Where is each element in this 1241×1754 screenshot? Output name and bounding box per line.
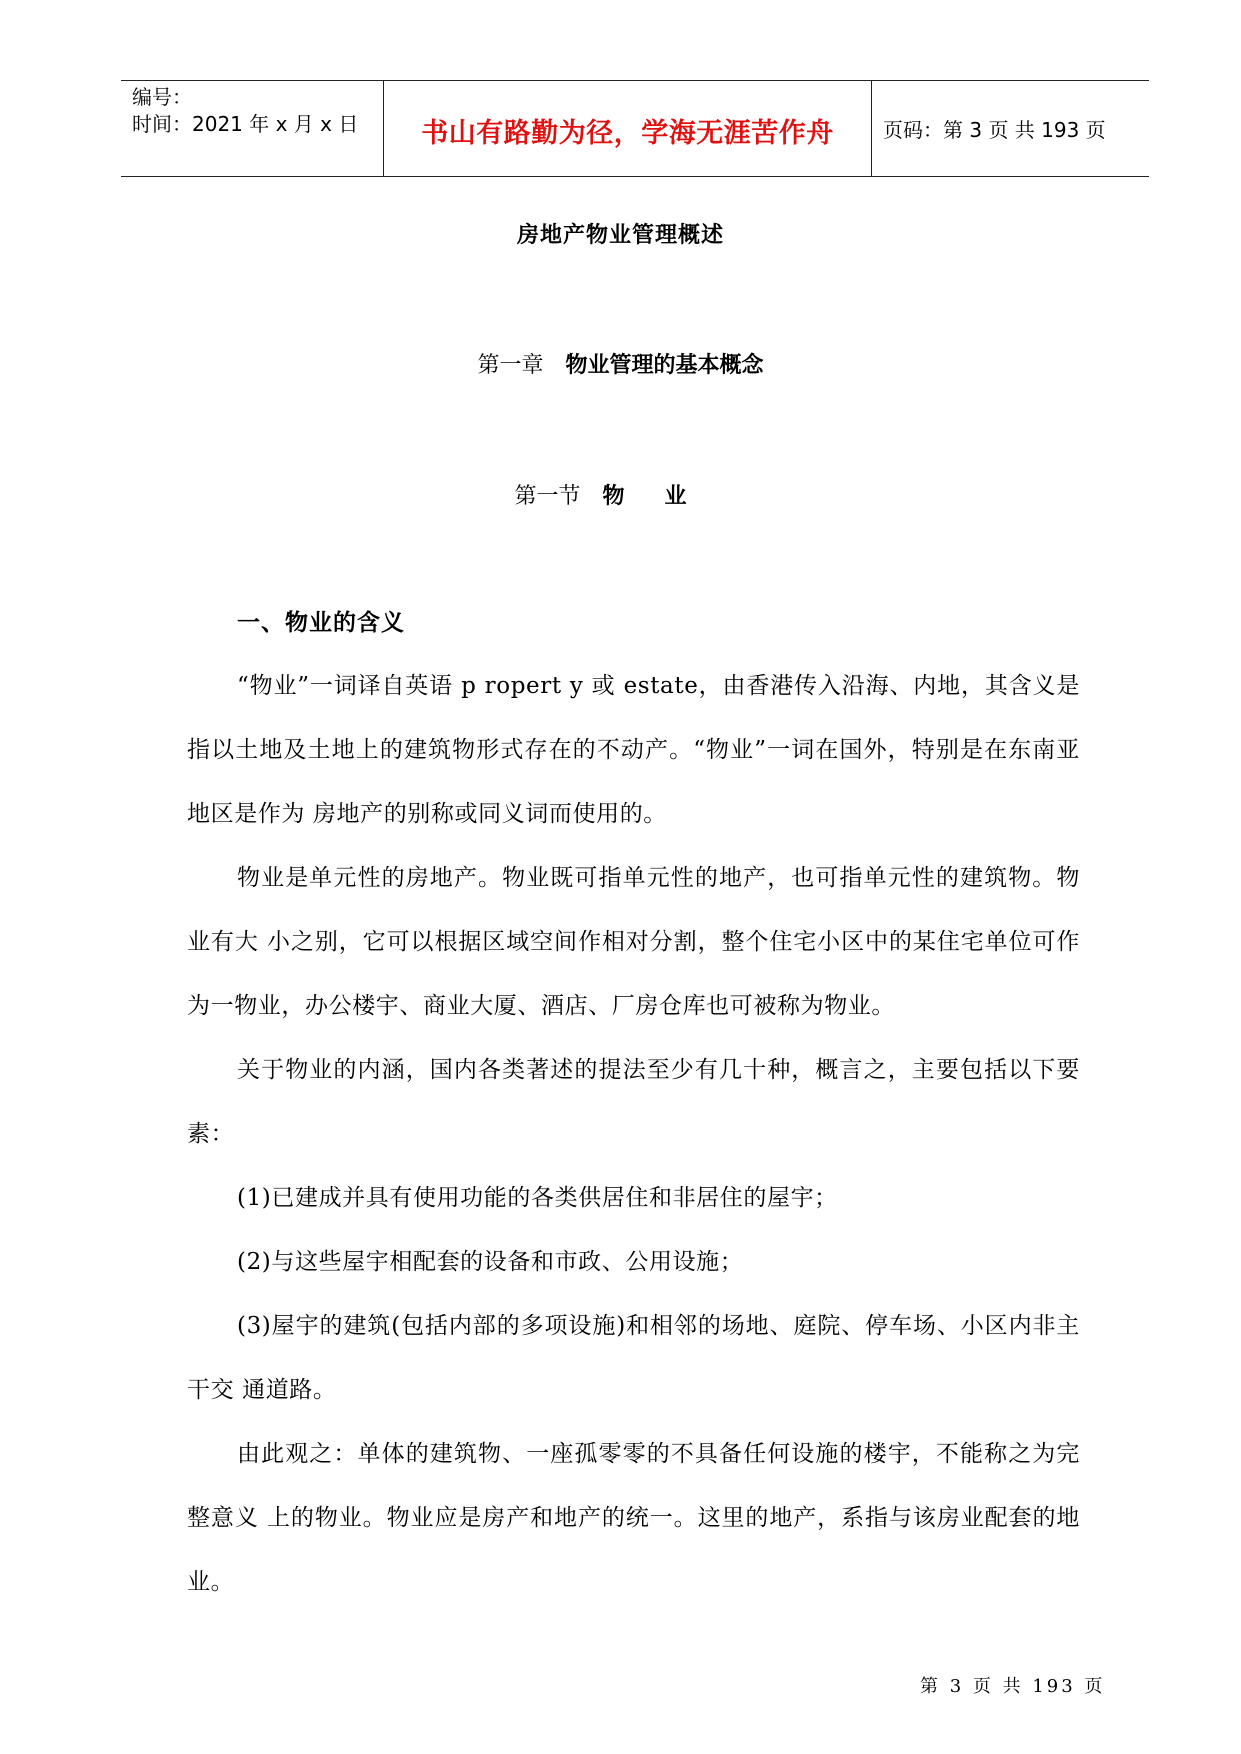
header-motto-cell <box>383 81 872 176</box>
section-label: 第一节 <box>514 484 581 509</box>
time-label: 时间：2021 年 x 月 x 日 <box>132 112 359 136</box>
subheading: 一、物业的含义 <box>237 609 405 636</box>
header-page-info: 页码：第 3 页 共 193 页 <box>883 118 1106 142</box>
paragraph: 由此观之：单体的建筑物、一座孤零零的不具备任何设施的楼宇，不能称之为完整意义 上的物业。物业应是房产和地产的统一。这里的地产，系指与该房业配套的地业。 <box>187 1441 1080 1595</box>
paragraph: 物业是单元性的房地产。物业既可指单元性的地产，也可指单元性的建筑物。物业有大 小之别，它可以根据区域空间作相对分割，整个住宅小区中的某住宅单位可作为一物业，办公楼宇、商业大厦、酒店、厂房仓库也可被称为物业。 <box>187 865 1080 1019</box>
document-title: 房地产物业管理概述 <box>516 222 724 248</box>
section-heading <box>0 479 1241 510</box>
section-name: 物业 <box>602 483 727 509</box>
chapter-label: 第一章 <box>477 353 544 378</box>
list-item: (1)已建成并具有使用功能的各类供居住和非居住的屋宇； <box>237 1185 838 1211</box>
document-header-table <box>121 80 1149 177</box>
paragraph: 关于物业的内涵，国内各类著述的提法至少有几十种，概言之，主要包括以下要素： <box>187 1057 1080 1147</box>
number-label: 编号： <box>132 85 192 109</box>
chapter-heading <box>0 348 1241 379</box>
chapter-name: 物业管理的基本概念 <box>565 352 764 378</box>
paragraph: “物业”一词译自英语 p ropert y 或 estate，由香港传入沿海、内地，其含义是指以土地及土地上的建筑物形式存在的不动产。“物业”一词在国外，特别是在东南亚地区是作为 房地产的别称或同义词而使用的。 <box>187 673 1080 827</box>
list-item: (2)与这些屋宇相配套的设备和市政、公用设施； <box>237 1249 744 1275</box>
header-page-cell <box>871 81 1149 176</box>
page-footer: 第 3 页 共 193 页 <box>920 1676 1106 1697</box>
list-item: (3)屋宇的建筑(包括内部的多项设施)和相邻的场地、庭院、停车场、小区内非主干交 通道路。 <box>187 1313 1080 1403</box>
motto-text: 书山有路勤为径，学海无涯苦作舟 <box>421 118 834 149</box>
header-meta-cell <box>121 81 383 176</box>
